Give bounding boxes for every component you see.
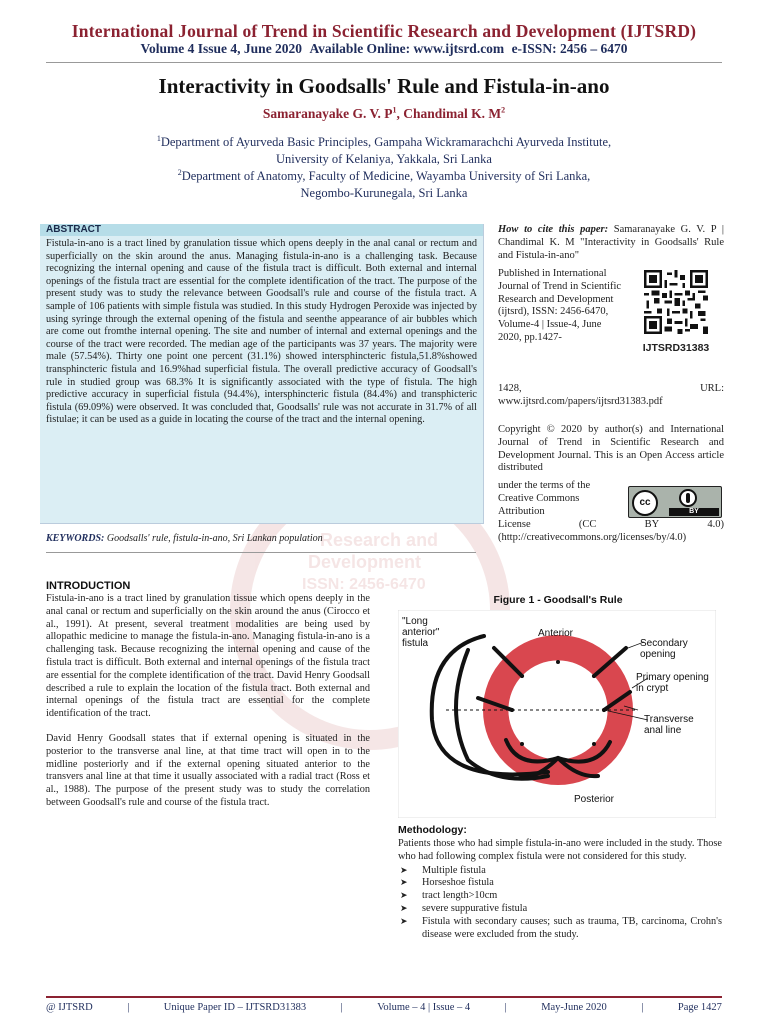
attribution-icon	[679, 489, 697, 507]
paper-title: Interactivity in Goodsalls' Rule and Fistula-in-ano	[158, 74, 610, 98]
goodsall-diagram	[398, 610, 716, 818]
footer-left: @ IJTSRD	[46, 1002, 93, 1013]
label-long-1: "Long	[402, 616, 428, 627]
watermark-line2: Development	[308, 552, 422, 572]
label-posterior: Posterior	[574, 794, 615, 805]
author-1-sup: 1	[392, 105, 397, 115]
footer-sep: |	[340, 1002, 343, 1013]
watermark-line1: Research and	[320, 530, 439, 550]
label-primary-1: Primary opening	[636, 672, 709, 683]
cite-pages-end: 1428,	[498, 383, 522, 394]
label-long-2: anterior"	[402, 627, 440, 638]
author-2-sup: 2	[501, 105, 506, 115]
footer-sep: |	[641, 1002, 644, 1013]
label-primary-2: in crypt	[636, 683, 669, 694]
by-label: BY	[669, 508, 719, 516]
journal-subtitle	[0, 41, 768, 57]
keywords-divider	[46, 552, 476, 553]
list-item: ➤ Fistula with secondary causes; such as trauma, TB, carcinoma, Crohn's disease were excluded from the study.	[398, 916, 722, 942]
page-footer	[46, 1002, 722, 1013]
label-anterior: Anterior	[538, 628, 574, 639]
list-item: ➤ Multiple fistula	[398, 865, 722, 878]
introduction-paragraph-2: David Henry Goodsall states that if external opening is situated in the posterior to the transverse anal line, at that time tract will open in to the midline posteriorly and if the external opening situated anterior to the transvers anal line at that time it usually associated with a radial tract (Ross et al., 1988). The purpose of the present study was to study the correlation between Goodsall's rule and course of the fistula tract.	[46, 732, 370, 808]
abstract-heading: ABSTRACT	[40, 224, 483, 236]
footer-volume: Volume – 4 | Issue – 4	[377, 1002, 471, 1013]
cite-url-link[interactable]: www.ijtsrd.com/papers/ijtsrd31383.pdf	[498, 395, 663, 407]
cc-icon: cc	[632, 490, 658, 516]
footer-divider	[46, 996, 722, 998]
cite-block	[498, 224, 724, 262]
exclusion-list	[398, 865, 722, 942]
affiliation-1-line2: University of Kelaniya, Yakkala, Sri Lanka	[276, 152, 492, 166]
copyright-text: Copyright © 2020 by author(s) and International Journal of Trend in Scientific Research and Development Journal. This is an Open Access article distributed	[498, 424, 724, 474]
affiliation-2-sup: 2	[177, 167, 182, 177]
license-by: BY	[644, 519, 660, 530]
journal-title: International Journal of Trend in Scientific Research and Development (IJTSRD)	[71, 21, 697, 41]
figure-caption: Figure 1 - Goodsall's Rule	[493, 594, 623, 606]
author-1: Samaranayake G. V. P	[262, 106, 393, 121]
affiliation-2	[0, 168, 768, 202]
license-word: License	[498, 519, 531, 530]
list-item: ➤ Horseshoe fistula	[398, 877, 722, 890]
license-url-link[interactable]: (http://creativecommons.org/licenses/by/4.0)	[498, 531, 687, 543]
introduction-paragraph-1: Fistula-in-ano is a tract lined by granulation tissue which opens deeply in the anal canal or rectum and superficially on the skin around the anus (Cirocco et al., 1991). At present, several treatment modalities are being used by allopathic medicine to manage the fistula-in-ano. Managing fistula-in-ano is a challenging task. Because recognizing the internal opening and cause of the fistula tract is difficult. Both external and internal openings of the fistula tract are essential for the complete identification of the tract. David Henry Goodsall described a rule to explain the location of the fistula tract. Both external and internal openings of the fistula tract are essential for the complete identification of the tract.	[46, 593, 370, 720]
journal-volume: Volume 4 Issue 4, June 2020	[140, 41, 303, 56]
introduction-body	[46, 593, 370, 810]
cite-tail	[498, 383, 724, 409]
methodology-body	[398, 838, 722, 941]
qr-code-block[interactable]	[628, 268, 724, 368]
affiliation-2-line1: Department of Anatomy, Faculty of Medicine, Wayamba University of Sri Lanka,	[181, 169, 591, 183]
authors: Samaranayake G. V. $P^1$, Chandimal K. $M^2$	[262, 105, 506, 121]
qr-code-icon[interactable]	[644, 270, 708, 334]
journal-issn: e-ISSN: 2456 – 6470	[511, 41, 628, 56]
methodology-heading: Methodology:	[398, 824, 467, 836]
abstract-box	[40, 224, 484, 524]
footer-page: Page 1427	[677, 1002, 722, 1013]
copyright-terms: under the terms of the Creative Commons Attribution	[498, 480, 591, 517]
label-secondary-1: Secondary	[640, 638, 688, 649]
footer-sep: |	[127, 1002, 130, 1013]
footer-paper-id: Unique Paper ID – IJTSRD31383	[163, 1002, 307, 1013]
affiliation-2-line2: Negombo-Kurunegala, Sri Lanka	[300, 186, 468, 200]
cite-details: Published in International Journal of Trend in Scientific Research and Development (ijtsrd), ISSN: 2456-6470, Volume-4 | Issue-4, June 2020, pp.1427-	[498, 268, 622, 343]
license-cc: (CC	[578, 519, 597, 530]
cite-label: How to cite this paper:	[498, 224, 609, 235]
journal-available[interactable]: Available Online: www.ijtsrd.com	[309, 41, 505, 56]
author-2: Chandimal K. M	[403, 106, 502, 121]
methodology-text: Patients those who had simple fistula-in-ano were included in the study. Those who had following complex fistula were not considered for this study.	[398, 838, 722, 862]
label-transverse-2: anal line	[644, 725, 682, 736]
license-ver: 4.0)	[707, 519, 724, 530]
label-transverse-1: Transverse	[644, 714, 694, 725]
affiliation-1-sup: 1	[156, 133, 161, 143]
label-secondary-2: opening	[640, 649, 676, 660]
keywords	[46, 533, 476, 544]
footer-date: May-June 2020	[541, 1002, 607, 1013]
affiliation-1	[0, 134, 768, 168]
label-long-3: fistula	[402, 638, 429, 649]
list-item: ➤ tract length>10cm	[398, 890, 722, 903]
abstract-text: Fistula-in-ano is a tract lined by granulation tissue which opens deeply in the anal canal or rectum and superficially on the skin around the anus. Managing fistula-in-ano is a challenging task. Because recognizing the internal opening and cause of the fistula tract is difficult. Both external and internal openings of the fistula tract are essential for the complete identification of the tract. The purpose of the present study was to study the relevance between Goodsall's rule and course of the fistula tract. A sample of 106 patients with simple fistula was studied. In this study Hydrogen Peroxide was injected by using syringe through the external opening of the fistula and seenthe appearance of air bubbles which are come out fromthe internal opening. The site and number of internal and external openings and the course of the tract were recorded. The median age of the participants was 37 years. The majority were male (57.54%). Thirty one point one percent (31.1%) showed intersphincteric fistula,51.8%showed transphincteric fistula and 16.9%had superficial fistula. The overall predictive accuracy of Goodsall's rule in studied group was 68.3% It is significantly associated with the type of fistula. The high predictive accuracy in superficial fistula (94.4%), intersphincteric fistula (84.4%) and transphicteric fistula (69.09%) were observed. It was concluded that, Goodsalls' rule was not accurate in 31.7% of all fistulae; it can be used as a guide in locating the course of the tract and the internal opening.	[46, 238, 477, 426]
keywords-text: Goodsalls' rule, fistula-in-ano, Sri Lankan population	[106, 533, 323, 544]
cite-url-label: URL:	[700, 383, 724, 394]
cc-by-badge[interactable]	[628, 486, 722, 518]
affiliation-1-line1: Department of Ayurveda Basic Principles, Gampaha Wickramarachchi Ayurveda Institute,	[160, 135, 612, 149]
list-item: ➤ severe suppurative fistula	[398, 903, 722, 916]
cite-lead: Samaranayake G. V. P | Chandimal K. M "Interactivity in Goodsalls' Rule and Fistula-in-ano"	[498, 224, 725, 261]
watermark-line3: ISSN: 2456-6470	[302, 576, 426, 593]
footer-sep: |	[504, 1002, 507, 1013]
introduction-heading: INTRODUCTION	[46, 580, 131, 592]
goodsall-rule-figure	[398, 610, 716, 818]
license-row	[498, 519, 724, 545]
keywords-label: KEYWORDS:	[46, 533, 105, 544]
qr-label: IJTSRD31383	[642, 342, 710, 354]
header-divider	[46, 62, 722, 63]
